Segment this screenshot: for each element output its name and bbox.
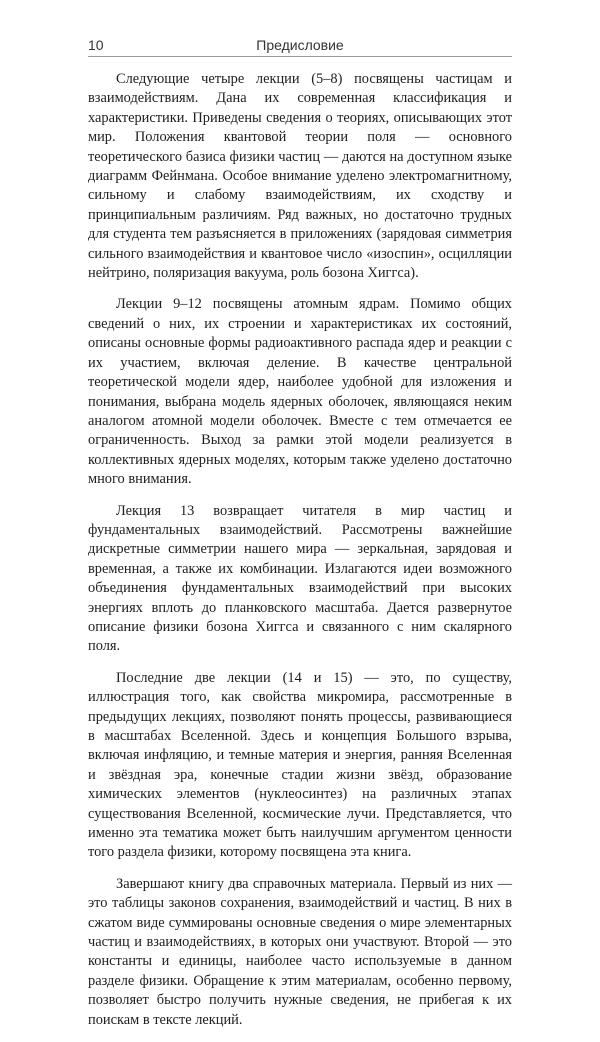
paragraph-lectures-9-12: Лекции 9–12 посвящены атомным ядрам. Помимо общих сведений о них, их строении и характеристиках их состояний, описаны основные формы радиоактивного распада ядер и реакции с их участием, включая деление. В качестве центральной теоретической модели ядер, наиболее удобной для изложения и понимания, выбрана модель ядерных оболочек, являющаяся неким аналогом атомной модели оболочек. Вместе с тем отмечается ее ограниченность. Выход за рамки этой модели реализуется в коллективных ядерных моделях, которым также уделено достаточно много внимания. xyxy=(88,296,512,488)
paragraph-reference-materials: Завершают книгу два справочных материала. Первый из них — это таблицы законов сохранения, взаимодействий и частиц. В них в сжатом виде суммированы основные сведения о мире элементарных частиц и взаимодействиях, в которых они участвуют. Второй — это константы и единицы, наиболее часто используемые в данном разделе физики. Обращение к этим материалам, особенно первому, позволяет быстро получить нужные сведения, не прибегая к их поискам в тексте лекций. xyxy=(88,875,512,1028)
paragraph-lecture-13: Лекция 13 возвращает читателя в мир частиц и фундаментальных взаимодействий. Рассмотрены важнейшие дискретные симметрии нашего мира — зеркальная, зарядовая и временная, а также их комбинации. Излагаются идеи возможного объединения фундаментальных взаимодействий при высоких энергиях вплоть до планковского масштаба. Дается развернутое описание физики бозона Хиггса и связанного с ним скалярного поля. xyxy=(88,502,512,655)
page-header xyxy=(88,36,512,57)
text-body xyxy=(88,70,512,1042)
paragraph-lectures-14-15: Последние две лекции (14 и 15) — это, по существу, иллюстрация того, как свойства микромира, рассмотренные в предыдущих лекциях, позволяют понять процессы, развивающиеся в масштабах Вселенной. Здесь и концепция Большого взрыва, включая инфляцию, и темные материя и энергия, ранняя Вселенная и звёздная эра, конечные стадии жизни звёзд, образование химических элементов (нуклеосинтез) на различных этапах существования Вселенной, космические лучи. Представляется, что именно эта тематика может быть наилучшим аргументом ценности того раздела физики, которому посвящена эта книга. xyxy=(88,669,512,861)
running-head: Предисловие xyxy=(256,37,344,53)
page-number: 10 xyxy=(88,37,104,53)
paragraph-lectures-5-8: Следующие четыре лекции (5–8) посвящены частицам и взаимодействиям. Дана их современная классификация и характеристики. Приведены сведения о теориях, описывающих этот мир. Положения квантовой теории поля — основного теоретического базиса физики частиц — даются на доступном языке диаграмм Фейнмана. Особое внимание уделено электромагнитному, сильному и слабому взаимодействиям, их сходству и принципиальным различиям. Ряд важных, но достаточно трудных для студента тем разъясняется в приложениях (зарядовая симметрия сильного взаимодействия и квантовое число «изоспин», осцилляции нейтрино, поляризация вакуума, роль бозона Хиггса). xyxy=(88,71,512,282)
